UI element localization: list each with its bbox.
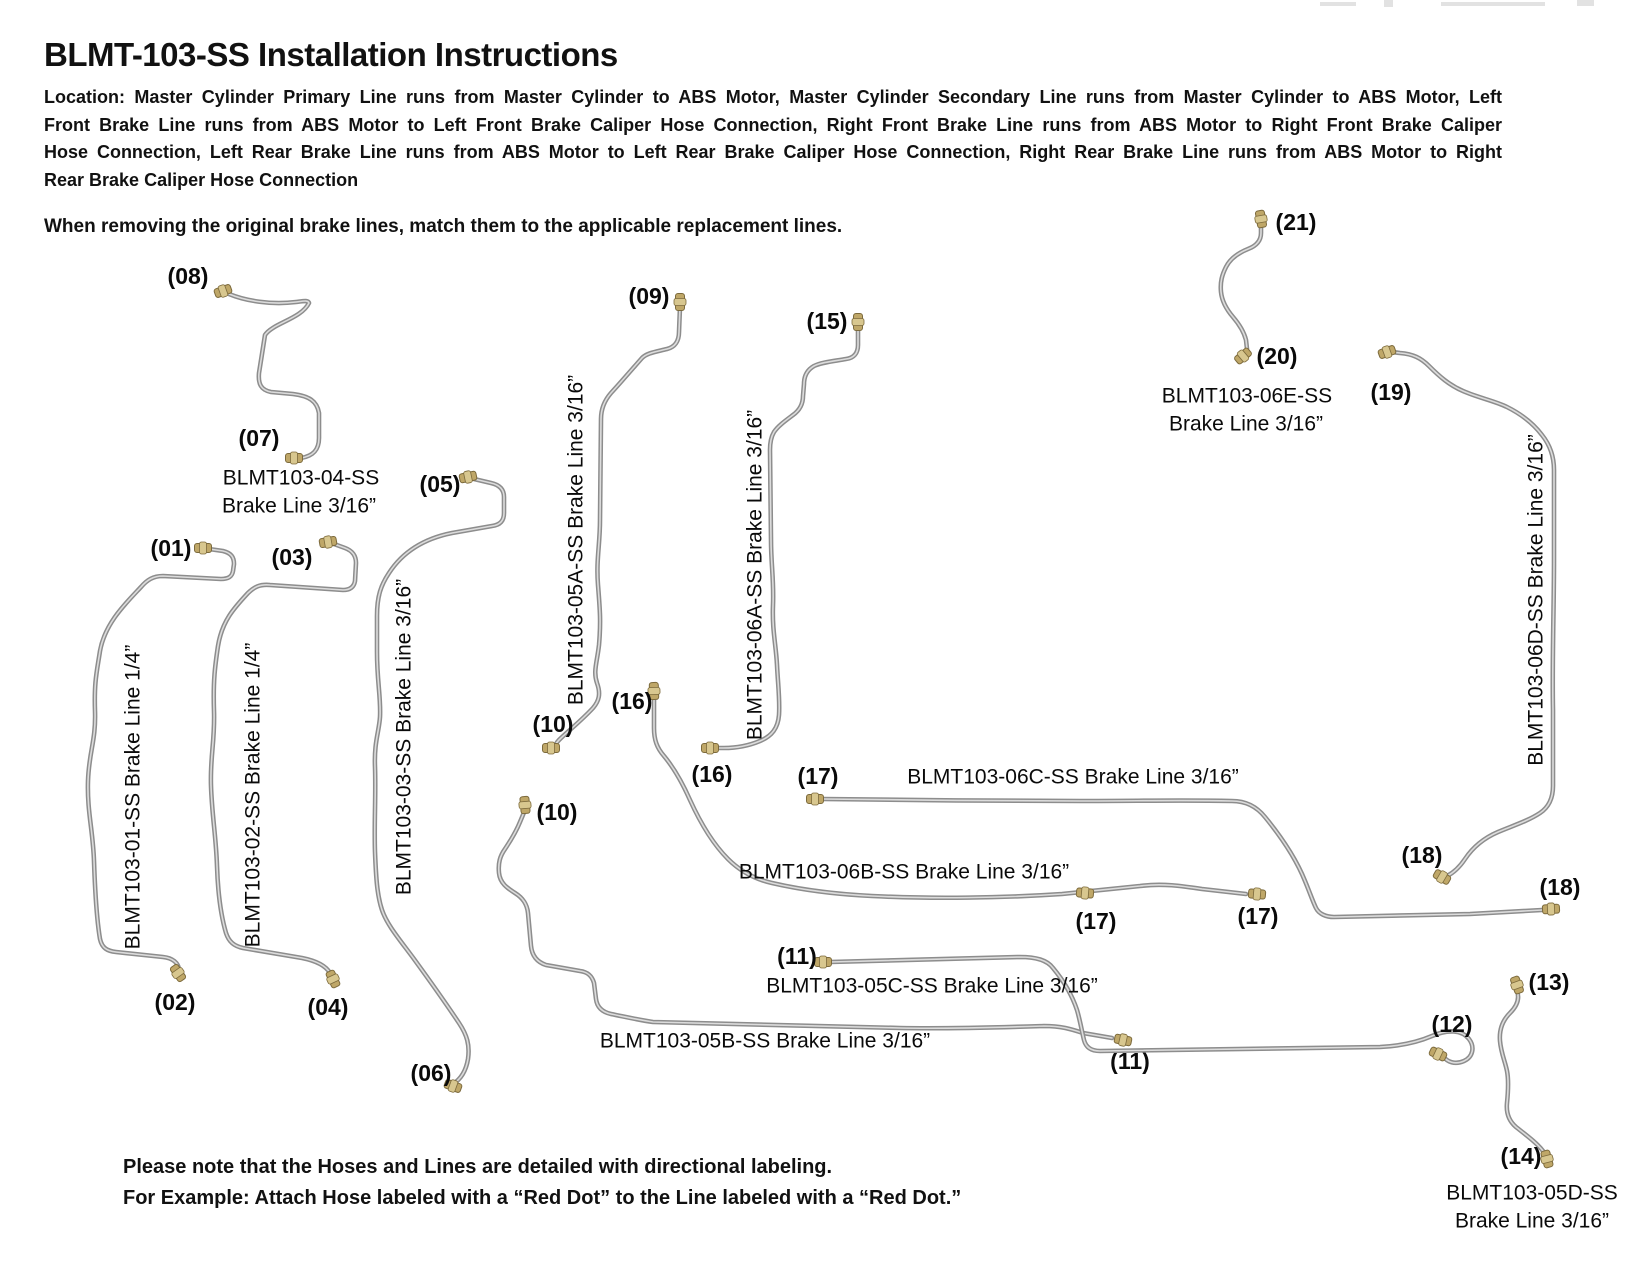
brake-line-BLMT103-05D-SS: [1446, 969, 1618, 1233]
location-line-4: Rear Brake Caliper Hose Connection: [44, 169, 359, 190]
connection-number-label: (03): [271, 544, 313, 570]
connection-number-label: (02): [154, 989, 196, 1015]
fitting-icon: [195, 542, 212, 554]
connection-number-label: (10): [536, 799, 578, 825]
part-number-label: BLMT103-02-SS Brake Line 1/4”: [241, 642, 265, 948]
part-number-label: Brake Line 3/16”: [1168, 412, 1324, 436]
connection-number-label: (12): [1431, 1011, 1473, 1037]
part-number-label: Brake Line 3/16”: [221, 494, 377, 518]
location-line-1: Location: Master Cylinder Primary Line runs from Master Cylinder to ABS Motor, Master Cylinder Secondary Line runs from Master Cylinder to ABS Motor, Left: [44, 87, 1502, 107]
tube: [211, 544, 356, 976]
tube: [1221, 225, 1261, 349]
connection-number-label: (17): [1237, 903, 1279, 929]
part-number-label: BLMT103-05B-SS Brake Line 3/16”: [599, 1029, 931, 1053]
brake-line-BLMT103-04-SS: [168, 263, 380, 518]
connection-number-label: (14): [1500, 1143, 1542, 1169]
fitting-icon: [1248, 887, 1266, 900]
part-number-label: BLMT103-06A-SS Brake Line 3/16”: [743, 409, 767, 741]
fitting-icon: [286, 452, 303, 464]
brake-line-BLMT103-05B-SS: [499, 796, 1150, 1074]
part-number-label: BLMT103-06C-SS Brake Line 3/16”: [907, 765, 1239, 789]
connection-number-label: (09): [628, 283, 670, 309]
connection-number-label: (13): [1528, 969, 1570, 995]
part-number-label: BLMT103-05A-SS Brake Line 3/16”: [564, 374, 588, 706]
tube: [499, 810, 1112, 1038]
connection-number-label: (18): [1539, 874, 1581, 900]
fitting-icon: [1254, 210, 1269, 229]
brake-line-BLMT103-06C-SS: [798, 763, 1581, 917]
part-number-label: BLMT103-06E-SS: [1161, 384, 1333, 408]
fitting-icon: [518, 796, 531, 814]
brake-line-BLMT103-06E-SS: [1162, 209, 1332, 436]
location-line-2: Front Brake Line runs from ABS Motor to Left Front Brake Caliper Hose Connection, Right Front Brake Line runs from ABS Motor to Right Front Brake Caliper: [44, 114, 1502, 135]
part-number-label: BLMT103-03-SS Brake Line 3/16”: [392, 578, 416, 896]
connection-number-label: (11): [1110, 1048, 1150, 1074]
connection-number-label: (10): [532, 711, 574, 737]
fitting-icon: [1377, 343, 1397, 360]
fitting-icon: [543, 742, 560, 754]
footer-notes: [123, 1152, 961, 1214]
brake-line-BLMT103-06D-SS: [1371, 343, 1554, 886]
fitting-icon: [852, 314, 864, 331]
connection-number-label: (17): [797, 763, 839, 789]
connection-number-label: (19): [1370, 379, 1412, 405]
connection-number-label: (15): [806, 308, 848, 334]
scan-artifact: [1577, 0, 1594, 6]
part-number-label: BLMT103-06B-SS Brake Line 3/16”: [738, 860, 1070, 884]
connection-number-label: (16): [691, 761, 733, 787]
fitting-icon: [674, 294, 686, 311]
connection-number-label: (17): [1075, 908, 1117, 934]
connection-number-label: (07): [238, 425, 280, 451]
fitting-icon: [807, 793, 824, 805]
directional-labeling-note: Please note that the Hoses and Lines are detailed with directional labeling.: [123, 1156, 833, 1178]
scan-artifact: [1384, 0, 1393, 7]
location-line-3: Hose Connection, Left Rear Brake Line runs from ABS Motor to Left Rear Brake Caliper Hose Connection, Right Rear Brake Line runs from ABS Motor to Right: [44, 142, 1502, 162]
fitting-icon: [1113, 1032, 1132, 1047]
scan-artifact: [1441, 2, 1545, 6]
part-number-label: BLMT103-05C-SS Brake Line 3/16”: [766, 974, 1098, 998]
part-number-label: BLMT103-04-SS: [222, 466, 380, 490]
brake-line-BLMT103-06B-SS: [612, 682, 1279, 934]
connection-number-label: (16): [611, 688, 653, 714]
connection-number-label: (20): [1256, 343, 1298, 369]
removal-note: When removing the original brake lines, match them to the applicable replacement lines.: [44, 216, 843, 237]
part-number-label: BLMT103-01-SS Brake Line 1/4”: [121, 644, 145, 950]
connection-number-label: (06): [410, 1060, 452, 1086]
tube: [716, 327, 858, 748]
fitting-icon: [1542, 903, 1560, 916]
scan-artifact: [1320, 2, 1356, 6]
connection-number-label: (04): [307, 994, 349, 1020]
fitting-icon: [319, 535, 338, 550]
brake-line-BLMT103-05A-SS: [533, 283, 686, 754]
page-title: BLMT-103-SS Installation Instructions: [44, 36, 618, 73]
fitting-icon: [458, 469, 477, 484]
connection-number-label: (08): [167, 263, 209, 289]
brake-line-BLMT103-02-SS: [211, 535, 356, 1020]
tube-highlight: [499, 810, 1112, 1038]
fitting-icon: [213, 282, 233, 299]
connection-number-label: (01): [150, 535, 192, 561]
tube-highlight: [716, 327, 858, 748]
fitting-icon: [168, 963, 188, 984]
fitting-icon: [702, 742, 719, 754]
connection-number-label: (18): [1401, 842, 1443, 868]
part-number-label: Brake Line 3/16”: [1454, 1209, 1610, 1233]
fitting-icon: [1508, 975, 1525, 995]
brake-line-BLMT103-06A-SS: [692, 308, 864, 787]
fitting-icon: [815, 956, 832, 968]
fitting-icon: [1076, 886, 1094, 899]
fitting-icon: [1233, 346, 1254, 366]
connection-number-label: (05): [419, 471, 461, 497]
part-number-label: BLMT103-05D-SS: [1446, 1181, 1618, 1205]
red-dot-example-note: For Example: Attach Hose labeled with a “Red Dot” to the Line labeled with a “Red Dot.”: [123, 1187, 962, 1209]
part-number-label: BLMT103-06D-SS Brake Line 3/16”: [1524, 434, 1548, 766]
fitting-icon: [1432, 868, 1453, 887]
brake-line-BLMT103-03-SS: [375, 469, 504, 1094]
connection-number-label: (21): [1275, 209, 1317, 235]
connection-number-label: (11): [777, 943, 817, 969]
